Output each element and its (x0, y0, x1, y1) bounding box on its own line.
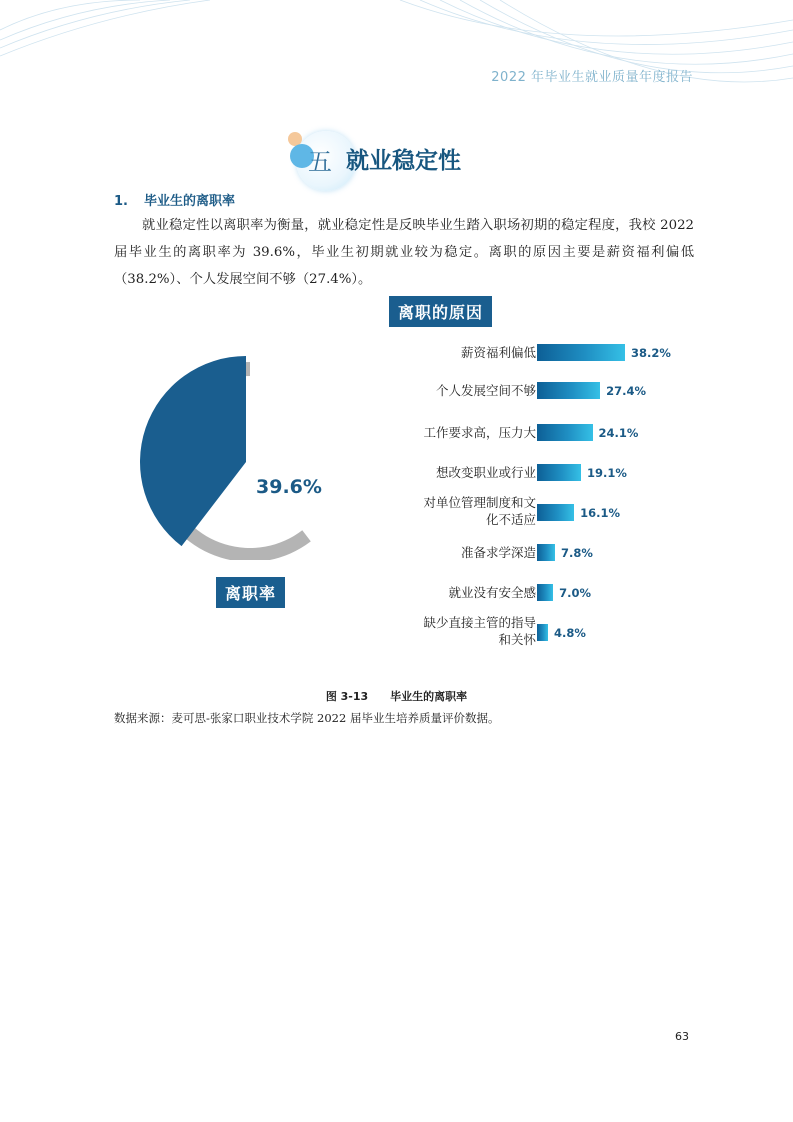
bar-value-label: 7.0% (559, 586, 592, 600)
bar-row (370, 456, 710, 496)
section-heading (282, 124, 482, 190)
bar (537, 624, 548, 641)
bar (537, 504, 574, 521)
bar-value-label: 38.2% (631, 346, 671, 360)
pie-value-label: 39.6% (256, 476, 322, 498)
bar-category-label-line: 个人发展空间不够 (435, 383, 536, 398)
bar (537, 584, 553, 601)
bar-category-label-line: 工作要求高，压力大 (423, 425, 536, 440)
bar-value-label: 27.4% (606, 384, 647, 398)
section-title: 就业稳定性 (346, 148, 461, 174)
reasons-bar-chart (370, 336, 710, 666)
figure-title: 毕业生的离职率 (390, 690, 468, 703)
section-number: 五 (308, 148, 332, 176)
bar-category-label-line: 想改变职业或行业 (435, 465, 536, 480)
bar-category-label-line: 薪资福利偏低 (460, 345, 536, 360)
bar-row (370, 496, 710, 536)
bar-category-label (386, 614, 536, 648)
body-paragraph: 就业稳定性以离职率为衡量，就业稳定性是反映毕业生踏入职场初期的稳定程度，我校 2022 届毕业生的离职率为 39.6%，毕业生初期就业较为稳定。离职的原因主要是薪资福利偏低（38.2%）、个人发展空间不够（27.4%）。 (114, 218, 694, 287)
bar-row (370, 616, 710, 656)
bar-row (370, 576, 710, 616)
attrition-pie-chart (138, 350, 358, 560)
bar-row (370, 416, 710, 456)
bar-value-label: 24.1% (598, 426, 639, 440)
subsection-title: 毕业生的离职率 (144, 194, 236, 209)
bar (537, 464, 581, 481)
bar-category-label (386, 424, 536, 441)
bar-row (370, 536, 710, 576)
bar-value-label: 7.8% (560, 546, 593, 560)
bar-value-label: 4.8% (554, 626, 586, 640)
bar-category-label (386, 494, 536, 528)
bar-category-label (386, 544, 536, 561)
bar-category-label (386, 382, 536, 399)
bar-chart-title-tag: 离职的原因 (389, 296, 492, 327)
bar-category-label (386, 344, 536, 361)
bar (537, 382, 600, 399)
bar-category-label-line: 和关怀 (498, 632, 536, 647)
bar-category-label-line: 就业没有安全感 (448, 585, 536, 600)
bar-category-label-line: 对单位管理制度和文 (423, 495, 536, 510)
bar (537, 344, 625, 361)
bar-value-label: 19.1% (587, 466, 627, 480)
bar-row (370, 336, 710, 376)
bar-category-label-line: 化不适应 (485, 512, 536, 527)
bar (537, 544, 555, 561)
figure-number: 图 3-13 (325, 690, 369, 703)
bar-row (370, 374, 710, 414)
subsection-number: 1. (114, 194, 128, 209)
figure-caption (0, 688, 793, 704)
pie-slice-attrition (140, 356, 246, 546)
bar-category-label (386, 584, 536, 601)
running-header: 2022 年毕业生就业质量年度报告 (491, 70, 693, 85)
pie-title-tag: 离职率 (216, 577, 285, 608)
bar-category-label (386, 464, 536, 481)
bar-category-label-line: 准备求学深造 (460, 545, 536, 560)
subsection-heading (114, 190, 235, 209)
bar (537, 424, 593, 441)
bar-value-label: 16.1% (580, 506, 620, 520)
page-number: 63 (675, 1030, 689, 1043)
data-source-note: 数据来源：麦可思-张家口职业技术学院 2022 届毕业生培养质量评价数据。 (114, 711, 500, 725)
header-wave-decoration (0, 0, 793, 110)
bar-category-label-line: 缺少直接主管的指导 (423, 615, 536, 630)
